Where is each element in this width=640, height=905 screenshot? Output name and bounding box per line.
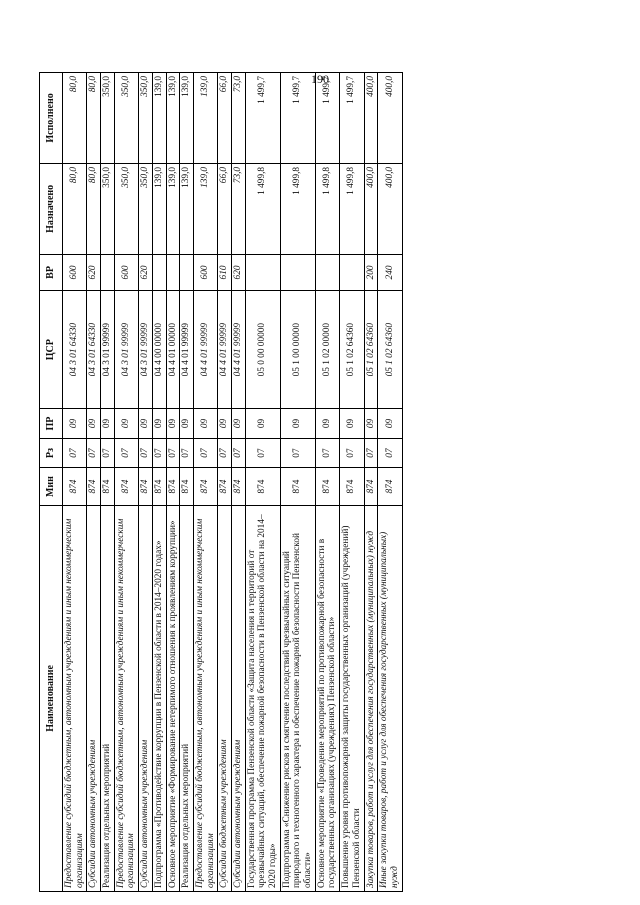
cell-name: Реализация отдельных мероприятий [101,505,115,891]
cell-assigned: 350,0 [101,163,115,254]
table-row [114,73,138,892]
cell-name: Основное мероприятие «Формирование нетерпимого отношения к проявлениям коррупции» [166,505,180,891]
cell-vr: 620 [231,254,245,290]
cell-name: Субсидии автономным учреждениям [139,505,153,891]
cell-assigned: 80,0 [87,163,101,254]
cell-rz: 07 [87,438,101,468]
cell-assigned: 80,0 [63,163,87,254]
cell-rz: 07 [180,438,194,468]
cell-assigned: 139,0 [180,163,194,254]
cell-name: Иные закупки товаров, работ и услуг для обеспечения государственных (муниципальных) нужд [378,505,402,891]
cell-vr [180,254,194,290]
cell-csr: 05 1 00 00000 [280,291,315,409]
cell-rz: 07 [245,438,280,468]
cell-name: Повышение уровня противопожарной защиты государственных организаций (учреждений) Пензенской области [340,505,364,891]
cell-csr: 04 3 01 99999 [139,291,153,409]
cell-min: 874 [101,468,115,505]
cell-pr: 09 [364,409,378,439]
cell-name: Субсидии автономным учреждениям [231,505,245,891]
cell-pr: 09 [218,409,232,439]
cell-assigned: 139,0 [152,163,166,254]
table-row [231,73,245,892]
cell-min: 874 [139,468,153,505]
cell-assigned: 66,0 [218,163,232,254]
rotated-table-container [39,72,601,892]
table-row [340,73,364,892]
cell-name: Предоставление субсидий бюджетным, автономным учреждениям и иным некоммерческим организациям [114,505,138,891]
cell-rz: 07 [63,438,87,468]
cell-vr: 200 [364,254,378,290]
cell-vr: 600 [114,254,138,290]
cell-executed: 1 499,7 [245,73,280,164]
cell-vr: 620 [139,254,153,290]
cell-pr: 09 [166,409,180,439]
cell-vr: 600 [63,254,87,290]
table-row [218,73,232,892]
cell-rz: 07 [193,438,217,468]
cell-min: 874 [180,468,194,505]
cell-executed: 139,0 [193,73,217,164]
cell-pr: 09 [63,409,87,439]
table-row [280,73,315,892]
cell-pr: 09 [315,409,339,439]
cell-vr: 600 [193,254,217,290]
cell-vr: 610 [218,254,232,290]
header-pr: ПР [40,409,63,439]
cell-rz: 07 [280,438,315,468]
cell-vr: 620 [87,254,101,290]
cell-assigned: 350,0 [114,163,138,254]
table-row [193,73,217,892]
cell-executed: 350,0 [139,73,153,164]
cell-csr: 05 1 02 00000 [315,291,339,409]
cell-name: Основное мероприятие «Проведение мероприятий по противопожарной безопасности в государственных организациях (учреждениях) Пензенской области» [315,505,339,891]
cell-min: 874 [152,468,166,505]
cell-min: 874 [87,468,101,505]
cell-csr: 04 4 00 00000 [152,291,166,409]
cell-assigned: 350,0 [139,163,153,254]
cell-name: Субсидии автономным учреждениям [87,505,101,891]
cell-csr: 04 4 01 99999 [193,291,217,409]
cell-assigned: 400,0 [378,163,402,254]
header-vr: ВР [40,254,63,290]
cell-min: 874 [63,468,87,505]
cell-executed: 1 499,7 [340,73,364,164]
table-row [139,73,153,892]
header-min: Мин [40,468,63,505]
cell-executed: 350,0 [114,73,138,164]
table-row [180,73,194,892]
cell-min: 874 [114,468,138,505]
table-row [245,73,280,892]
cell-pr: 09 [139,409,153,439]
cell-csr: 04 3 01 99999 [101,291,115,409]
cell-pr: 09 [114,409,138,439]
cell-pr: 09 [101,409,115,439]
cell-executed: 80,0 [87,73,101,164]
cell-pr: 09 [152,409,166,439]
cell-rz: 07 [114,438,138,468]
cell-vr [315,254,339,290]
page-number: 190 [311,72,329,86]
cell-vr [280,254,315,290]
cell-executed: 400,0 [364,73,378,164]
cell-executed: 66,0 [218,73,232,164]
budget-table [39,72,403,892]
cell-name: Субсидии бюджетным учреждениям [218,505,232,891]
cell-rz: 07 [139,438,153,468]
cell-name: Реализация отдельных мероприятий [180,505,194,891]
cell-assigned: 1 499,8 [280,163,315,254]
cell-executed: 1 499,7 [280,73,315,164]
table-header-row [40,73,63,892]
cell-executed: 350,0 [101,73,115,164]
cell-name: Предоставление субсидий бюджетным, автономным учреждениям и иным некоммерческим организациям [63,505,87,891]
cell-executed: 139,0 [180,73,194,164]
cell-executed: 1 499,7 [315,73,339,164]
cell-executed: 139,0 [166,73,180,164]
cell-min: 874 [340,468,364,505]
cell-vr: 240 [378,254,402,290]
table-row [378,73,402,892]
cell-name: Подпрограмма «Снижение рисков и смягчение последствий чрезвычайных ситуаций природного и техногенного характера и обеспечение пожарной безопасности Пензенской области» [280,505,315,891]
cell-name: Государственная программа Пензенской области «Защита населения и территорий от чрезвычайных ситуаций, обеспечение пожарной безопасности в Пензенской области на 2014–2020 годы» [245,505,280,891]
cell-vr [340,254,364,290]
cell-pr: 09 [87,409,101,439]
cell-csr: 05 1 02 64360 [340,291,364,409]
cell-assigned: 139,0 [166,163,180,254]
cell-min: 874 [231,468,245,505]
cell-assigned: 1 499,8 [245,163,280,254]
cell-pr: 09 [180,409,194,439]
table-row [152,73,166,892]
cell-min: 874 [218,468,232,505]
cell-rz: 07 [340,438,364,468]
cell-pr: 09 [231,409,245,439]
cell-min: 874 [245,468,280,505]
cell-assigned: 139,0 [193,163,217,254]
cell-name: Предоставление субсидий бюджетным, автономным учреждениям и иным некоммерческим организациям [193,505,217,891]
cell-assigned: 400,0 [364,163,378,254]
cell-pr: 09 [280,409,315,439]
cell-csr: 05 1 02 64360 [378,291,402,409]
cell-csr: 04 3 01 99999 [114,291,138,409]
table-row [364,73,378,892]
cell-csr: 04 4 01 99999 [231,291,245,409]
cell-min: 874 [193,468,217,505]
cell-executed: 400,0 [378,73,402,164]
cell-min: 874 [364,468,378,505]
cell-pr: 09 [378,409,402,439]
cell-vr [245,254,280,290]
cell-executed: 73,0 [231,73,245,164]
cell-rz: 07 [218,438,232,468]
cell-rz: 07 [364,438,378,468]
cell-assigned: 73,0 [231,163,245,254]
cell-vr [152,254,166,290]
header-assigned: Назначено [40,163,63,254]
table-row [63,73,87,892]
cell-name: Подпрограмма «Противодействие коррупции в Пензенской области в 2014–2020 годах» [152,505,166,891]
cell-csr: 04 3 01 64330 [63,291,87,409]
cell-vr [166,254,180,290]
cell-rz: 07 [231,438,245,468]
table-row [101,73,115,892]
table-body [63,73,403,892]
cell-min: 874 [378,468,402,505]
cell-rz: 07 [101,438,115,468]
cell-executed: 80,0 [63,73,87,164]
cell-pr: 09 [340,409,364,439]
cell-rz: 07 [378,438,402,468]
cell-rz: 07 [166,438,180,468]
cell-rz: 07 [315,438,339,468]
cell-csr: 04 4 01 00000 [166,291,180,409]
table-row [315,73,339,892]
cell-csr: 04 4 01 99999 [180,291,194,409]
cell-rz: 07 [152,438,166,468]
cell-name: Закупка товаров, работ и услуг для обеспечения государственных (муниципальных) нужд [364,505,378,891]
header-csr: ЦСР [40,291,63,409]
cell-executed: 139,0 [152,73,166,164]
cell-csr: 05 1 02 64360 [364,291,378,409]
cell-min: 874 [166,468,180,505]
header-executed: Исполнено [40,73,63,164]
cell-vr [101,254,115,290]
cell-csr: 04 4 01 99999 [218,291,232,409]
cell-min: 874 [280,468,315,505]
cell-pr: 09 [193,409,217,439]
cell-csr: 04 3 01 64330 [87,291,101,409]
cell-assigned: 1 499,8 [340,163,364,254]
header-rz: Рз [40,438,63,468]
table-row [87,73,101,892]
table-row [166,73,180,892]
cell-csr: 05 0 00 00000 [245,291,280,409]
cell-min: 874 [315,468,339,505]
cell-assigned: 1 499,8 [315,163,339,254]
cell-pr: 09 [245,409,280,439]
header-name: Наименование [40,505,63,891]
